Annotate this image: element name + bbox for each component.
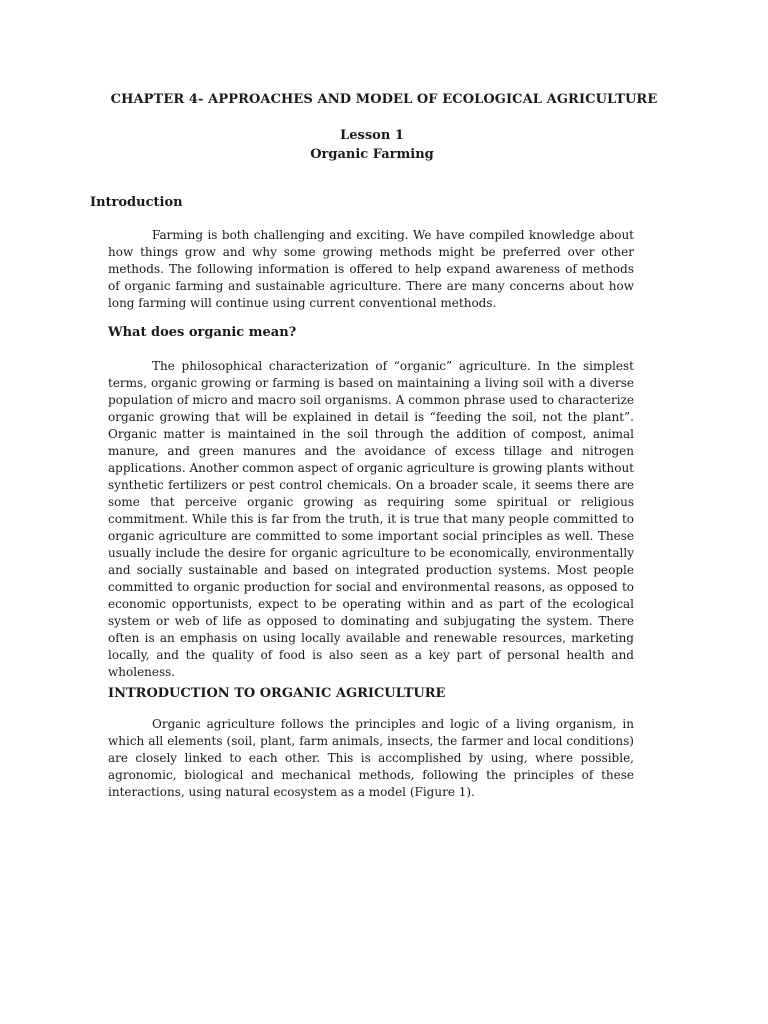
- organic-meaning-heading: What does organic mean?: [108, 325, 297, 340]
- lesson-number: Lesson 1: [340, 128, 404, 143]
- intro-organic-agriculture-heading: INTRODUCTION TO ORGANIC AGRICULTURE: [108, 686, 446, 701]
- introduction-paragraph: Farming is both challenging and exciting. We have compiled knowledge about how things grow and why some growing methods might be preferred over other methods. The following information is offered to help expand awareness of methods of organic farming and sustainable agriculture. There are many concerns about how long farming will continue using current conventional methods.: [108, 228, 634, 310]
- introduction-heading: Introduction: [90, 195, 183, 210]
- chapter-title: CHAPTER 4- APPROACHES AND MODEL OF ECOLOGICAL AGRICULTURE: [110, 92, 658, 107]
- lesson-title: Organic Farming: [310, 147, 434, 162]
- intro-organic-agriculture-paragraph: Organic agriculture follows the principles and logic of a living organism, in which all elements (soil, plant, farm animals, insects, the farmer and local conditions) are closely linked to each other. This is accomplished by using, where possible, agronomic, biological and mechanical methods, following the principles of these interactions, using natural ecosystem as a model (Figure 1).: [108, 717, 634, 799]
- lesson-header: [0, 126, 744, 164]
- organic-meaning-paragraph: The philosophical characterization of “organic” agriculture. In the simplest terms, organic growing or farming is based on maintaining a living soil with a diverse population of micro and macro soil organisms. A common phrase used to characterize organic growing that will be explained in detail is “feeding the soil, not the plant”. Organic matter is maintained in the soil through the addition of compost, animal manure, and green manures and the avoidance of excess tillage and nitrogen applications. Another common aspect of organic agriculture is growing plants without synthetic fertilizers or pest control chemicals. On a broader scale, it seems there are some that perceive organic growing as requiring some spiritual or religious commitment. While this is far from the truth, it is true that many people committed to organic agriculture are committed to some important social principles as well. These usually include the desire for organic agriculture to be economically, environmentally and socially sustainable and based on integrated production systems. Most people committed to organic production for social and environmental reasons, as opposed to economic opportunists, expect to be operating within and as part of the ecological system or web of life as opposed to dominating and subjugating the system. There often is an emphasis on using locally available and renewable resources, marketing locally, and the quality of food is also seen as a key part of personal health and wholeness.: [108, 359, 634, 679]
